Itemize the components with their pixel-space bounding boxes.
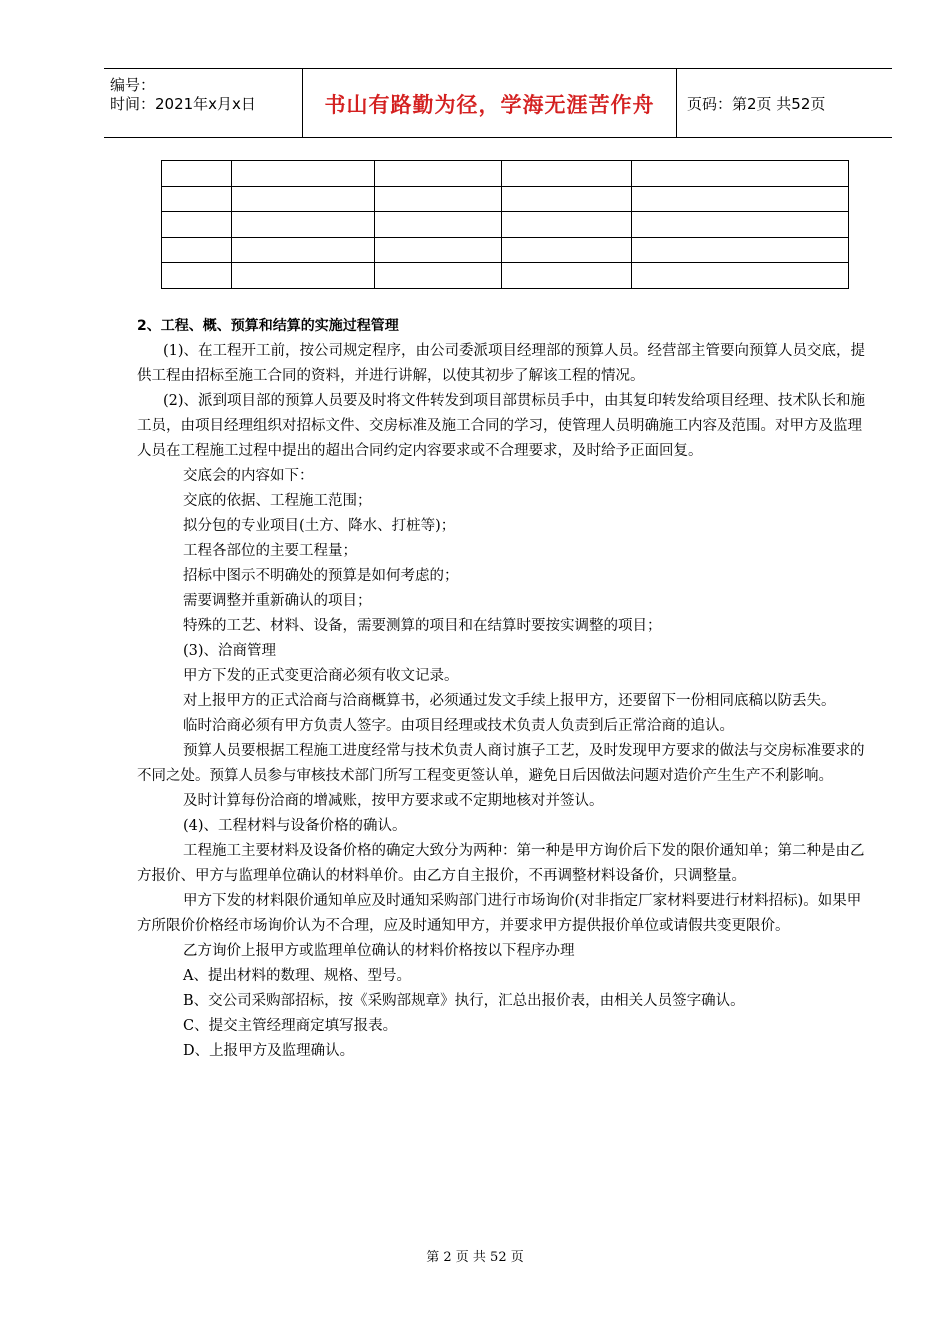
paragraph: 临时洽商必须有甲方负责人签字。由项目经理或技术负责人负责到后正常洽商的追认。	[183, 718, 734, 734]
list-item: 工程各部位的主要工程量；	[183, 543, 357, 559]
procedure-step: A、提出材料的数理、规格、型号。	[183, 968, 411, 984]
procedure-step: D、上报甲方及监理确认。	[183, 1043, 355, 1059]
table-row	[162, 237, 849, 263]
subsection-title: (4)、工程材料与设备价格的确认。	[183, 818, 407, 834]
list-item: 拟分包的专业项目(土方、降水、打桩等)；	[183, 518, 456, 534]
table-row	[162, 212, 849, 238]
table-row	[162, 263, 849, 289]
paragraph: 及时计算每份洽商的增减账，按甲方要求或不定期地核对并签认。	[183, 793, 604, 809]
header-motto-cell	[303, 69, 677, 137]
empty-table	[161, 160, 849, 289]
header-motto: 书山有路勤为径，学海无涯苦作舟	[324, 93, 655, 117]
header-page-cell	[677, 69, 892, 137]
paragraph: (2)、派到项目部的预算人员要及时将文件转发到项目部贯标员手中，由其复印转发给项目经理、技术队长和施工员，由项目经理组织对招标文件、交房标准及施工合同的学习，使管理人员明确施工内容及范围。对甲方及监理人员在工程施工过程中提出的超出合同约定内容要求或不合理要求，及时给予正面回复。	[137, 393, 866, 459]
paragraph: (1)、在工程开工前，按公司规定程序，由公司委派项目经理部的预算人员。经营部主管要向预算人员交底，提供工程由招标至施工合同的资料，并进行讲解，以使其初步了解该工程的情况。	[137, 343, 866, 384]
document-body	[137, 314, 872, 1064]
procedure-step: C、提交主管经理商定填写报表。	[183, 1018, 398, 1034]
page-footer: 第 2 页 共 52 页	[426, 1250, 524, 1265]
subsection-title: (3)、洽商管理	[183, 643, 277, 659]
list-item: 特殊的工艺、材料、设备，需要测算的项目和在结算时要按实调整的项目；	[183, 618, 662, 634]
list-item: 需要调整并重新确认的项目；	[183, 593, 372, 609]
list-intro: 交底会的内容如下：	[183, 468, 314, 484]
paragraph: 甲方下发的材料限价通知单应及时通知采购部门进行市场询价(对非指定厂家材料要进行材料招标)。如果甲方所限价价格经市场询价认为不合理，应及时通知甲方，并要求甲方提供报价单位或请假共变更限价。	[137, 893, 862, 934]
paragraph: 预算人员要根据工程施工进度经常与技术负责人商讨旗子工艺，及时发现甲方要求的做法与交房标准要求的不同之处。预算人员参与审核技术部门所写工程变更签认单，避免日后因做法问题对造价产生生产不利影响。	[137, 743, 865, 784]
header-page-number: 页码：第2页 共52页	[687, 95, 826, 113]
doc-date-label: 时间：2021年x月x日	[110, 95, 256, 113]
list-item: 招标中图示不明确处的预算是如何考虑的；	[183, 568, 459, 584]
paragraph: 乙方询价上报甲方或监理单位确认的材料价格按以下程序办理	[183, 943, 575, 959]
section-heading: 2、工程、概、预算和结算的实施过程管理	[137, 318, 399, 334]
page-header	[104, 68, 892, 138]
doc-code-label: 编号：	[110, 76, 156, 94]
paragraph: 对上报甲方的正式洽商与洽商概算书，必须通过发文手续上报甲方，还要留下一份相同底稿以防丢失。	[183, 693, 836, 709]
paragraph: 甲方下发的正式变更洽商必须有收文记录。	[183, 668, 459, 684]
table-row	[162, 186, 849, 212]
table-row	[162, 161, 849, 187]
list-item: 交底的依据、工程施工范围；	[183, 493, 372, 509]
procedure-step: B、交公司采购部招标，按《采购部规章》执行，汇总出报价表，由相关人员签字确认。	[183, 993, 745, 1009]
paragraph: 工程施工主要材料及设备价格的确定大致分为两种：第一种是甲方询价后下发的限价通知单；第二种是由乙方报价、甲方与监理单位确认的材料单价。由乙方自主报价，不再调整材料设备价，只调整量。	[137, 843, 865, 884]
header-meta-cell	[104, 69, 303, 137]
